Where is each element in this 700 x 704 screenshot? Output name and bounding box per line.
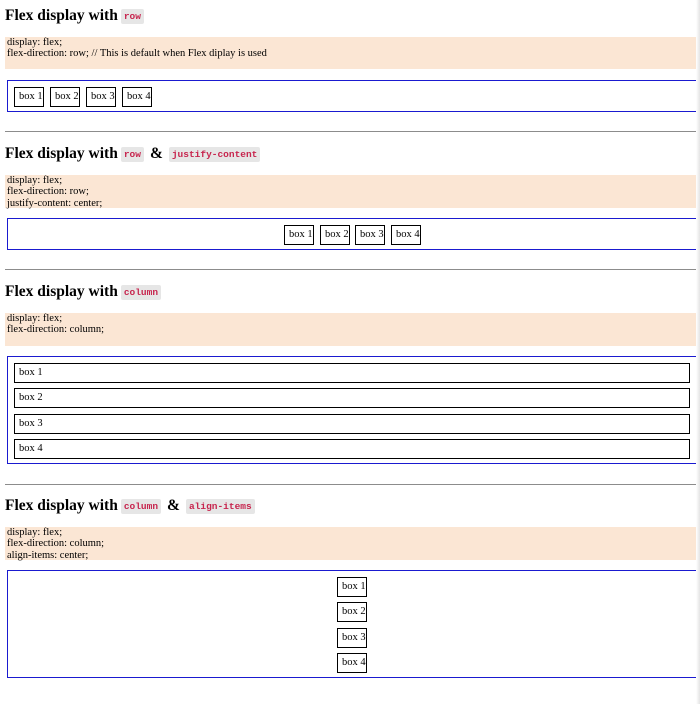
- section-title-text: Flex display with: [5, 497, 118, 514]
- box-3: box 3: [14, 414, 690, 434]
- section-title: [5, 496, 255, 518]
- box-1: box 1: [337, 577, 367, 597]
- ampersand: &: [167, 497, 180, 514]
- box-3: box 3: [355, 225, 385, 245]
- box-2: box 2: [50, 87, 80, 107]
- section-title: [5, 282, 161, 304]
- box-3: box 3: [337, 628, 367, 648]
- box-2: box 2: [320, 225, 350, 245]
- code-justify-content: justify-content: [169, 147, 261, 162]
- code-line: align-items: center;: [7, 549, 89, 561]
- code-line: flex-direction: row;: [7, 186, 89, 198]
- css-code-block: [5, 175, 697, 208]
- box-2: box 2: [337, 602, 367, 622]
- code-line: display: flex;: [7, 37, 63, 48]
- flex-container-demo: [7, 80, 697, 112]
- code-row: row: [121, 9, 144, 24]
- section-title: [5, 144, 260, 166]
- box-4: box 4: [122, 87, 152, 107]
- box-4: box 4: [337, 653, 367, 673]
- box-3: box 3: [86, 87, 116, 107]
- ampersand: &: [149, 145, 163, 162]
- code-row: row: [121, 147, 144, 162]
- section-divider: [5, 269, 697, 270]
- section-title: [5, 6, 144, 28]
- code-line: justify-content: center;: [7, 197, 103, 209]
- box-4: box 4: [391, 225, 421, 245]
- section-title-text: Flex display with: [5, 7, 118, 24]
- code-line: display: flex;: [7, 527, 63, 538]
- box-2: box 2: [14, 388, 690, 408]
- code-line: flex-direction: column;: [7, 538, 105, 550]
- code-column: column: [121, 285, 161, 300]
- code-line: flex-direction: column;: [7, 324, 105, 336]
- code-align-items: align-items: [186, 499, 255, 514]
- flex-container-demo: [7, 570, 697, 678]
- code-line: display: flex;: [7, 175, 63, 186]
- css-code-block: [5, 313, 697, 346]
- code-line: flex-direction: row; // This is default when Flex diplay is used: [7, 48, 267, 60]
- flex-container-demo: [7, 218, 697, 250]
- box-4: box 4: [14, 439, 690, 459]
- code-column: column: [121, 499, 161, 514]
- scrollbar-edge[interactable]: [696, 0, 700, 704]
- flex-container-demo: [7, 356, 697, 464]
- box-1: box 1: [14, 363, 690, 383]
- code-line: display: flex;: [7, 313, 63, 324]
- section-title-text: Flex display with: [5, 283, 118, 300]
- css-code-block: [5, 527, 697, 560]
- section-divider: [5, 131, 697, 132]
- section-divider: [5, 484, 697, 485]
- box-1: box 1: [14, 87, 44, 107]
- box-1: box 1: [284, 225, 314, 245]
- css-code-block: [5, 37, 697, 69]
- section-title-text: Flex display with: [5, 145, 118, 162]
